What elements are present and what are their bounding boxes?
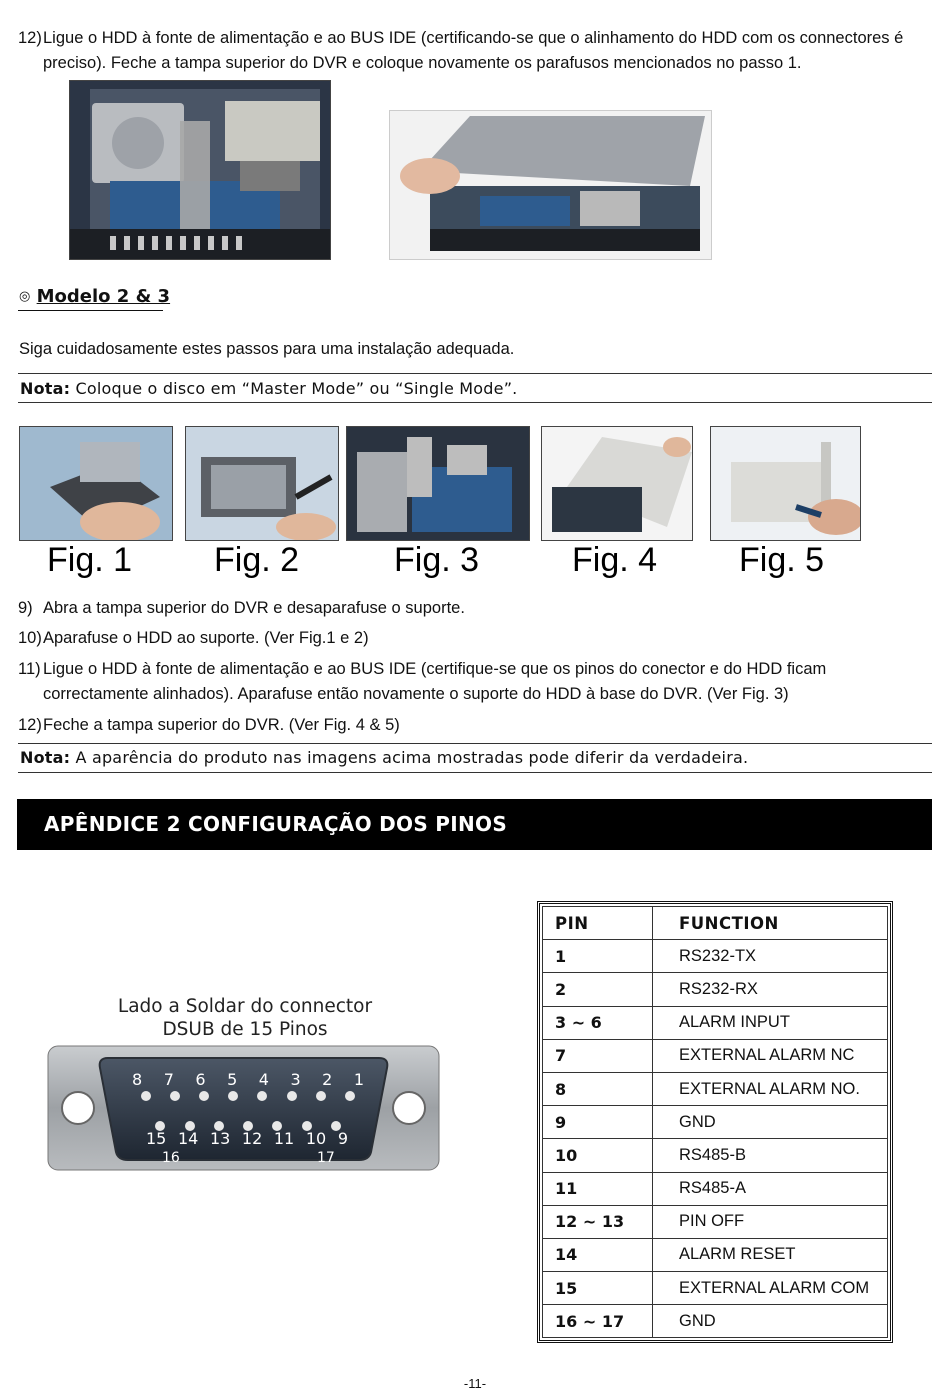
pin-label-16: 16 <box>162 1150 180 1166</box>
function-cell: EXTERNAL ALARM COM <box>653 1272 888 1305</box>
appendix-banner <box>17 799 932 850</box>
fig4-illustration <box>542 427 692 540</box>
function-cell: RS232-TX <box>653 940 888 973</box>
function-cell: ALARM INPUT <box>653 1006 888 1039</box>
step-line-2: preciso). Feche a tampa superior do DVR e coloque novamente os parafusos mencionados no passo 1. <box>43 54 802 72</box>
step-number: 10) <box>18 629 42 647</box>
pin-cell: 1 <box>543 940 653 973</box>
section-heading <box>19 286 170 307</box>
appendix-title: APÊNDICE 2 CONFIGURAÇÃO DOS PINOS <box>44 812 508 836</box>
section-underline <box>18 310 163 311</box>
table-row <box>543 1172 888 1205</box>
step-line-1: Ligue o HDD à fonte de alimentação e ao BUS IDE (certifique-se que os pinos do conector e do HDD ficam <box>43 660 827 678</box>
connector-caption-line1: Lado a Soldar do connector <box>117 996 373 1017</box>
step-top <box>18 26 938 76</box>
note1-text: Coloque o disco em “Master Mode” ou “Single Mode”. <box>70 379 518 398</box>
fig5-illustration <box>711 427 860 540</box>
note1-bottom-rule <box>18 402 932 403</box>
step-line-1: Abra a tampa superior do DVR e desaparafuse o suporte. <box>43 599 465 617</box>
pin-cell: 15 <box>543 1272 653 1305</box>
dvr-open-illustration <box>70 81 330 259</box>
step-line-1: Ligue o HDD à fonte de alimentação e ao BUS IDE (certificando-se que o alinhamento do HDD com os connectores é <box>43 29 904 47</box>
table-row <box>543 1272 888 1305</box>
pin-label: 5 <box>227 1070 238 1089</box>
step-number: 12) <box>18 716 42 734</box>
connector-caption <box>60 995 430 1041</box>
page-number: -11- <box>463 1376 487 1391</box>
function-cell: EXTERNAL ALARM NC <box>653 1039 888 1072</box>
table-row <box>543 1072 888 1105</box>
fig1-photo <box>19 426 173 541</box>
note1-top-rule <box>18 373 932 374</box>
step-line-1: Aparafuse o HDD ao suporte. (Ver Fig.1 e 2) <box>43 629 369 647</box>
note2 <box>20 748 748 767</box>
pin-cell: 10 <box>543 1139 653 1172</box>
pin-label: 12 <box>241 1129 263 1148</box>
step-11 <box>18 657 938 707</box>
function-cell: EXTERNAL ALARM NO. <box>653 1072 888 1105</box>
pin-label-17: 17 <box>317 1150 335 1166</box>
pin-label: 11 <box>273 1129 295 1148</box>
dvr-open-photo <box>69 80 331 260</box>
table-row <box>543 1205 888 1238</box>
table-row <box>543 973 888 1006</box>
fig1-illustration <box>20 427 172 540</box>
pin-label: 1 <box>353 1070 364 1089</box>
pin-label: 3 <box>290 1070 301 1089</box>
pin-table <box>542 906 888 1338</box>
pin-cell: 2 <box>543 973 653 1006</box>
table-row <box>543 1106 888 1139</box>
pin-cell: 11 <box>543 1172 653 1205</box>
function-cell: RS485-A <box>653 1172 888 1205</box>
table-row <box>543 1305 888 1338</box>
dvr-close-lid-photo <box>389 110 712 260</box>
dsub-top-pin-labels <box>132 1070 364 1089</box>
fig5-label: Fig. 5 <box>739 541 825 579</box>
note2-top-rule <box>18 743 932 744</box>
pin-cell: 14 <box>543 1238 653 1271</box>
note1 <box>20 379 517 398</box>
note2-label: Nota: <box>20 748 71 767</box>
pin-cell: 8 <box>543 1072 653 1105</box>
step-10 <box>18 626 938 651</box>
fig4-label: Fig. 4 <box>572 541 658 579</box>
step-number: 12) <box>18 29 42 47</box>
function-cell: GND <box>653 1106 888 1139</box>
section-intro: Siga cuidadosamente estes passos para uma instalação adequada. <box>19 340 515 358</box>
table-row <box>543 1238 888 1271</box>
table-row <box>543 1139 888 1172</box>
pin-cell: 9 <box>543 1106 653 1139</box>
function-cell: RS232-RX <box>653 973 888 1006</box>
pin-cell: 7 <box>543 1039 653 1072</box>
dsub-connector <box>46 1044 441 1172</box>
pin-cell: 12 ~ 13 <box>543 1205 653 1238</box>
dsub-connector-shape <box>46 1044 441 1172</box>
bullet-icon: ◎ <box>19 289 31 304</box>
step-line-1: Feche a tampa superior do DVR. (Ver Fig. 4 & 5) <box>43 716 400 734</box>
step-9 <box>18 596 938 621</box>
function-cell: PIN OFF <box>653 1205 888 1238</box>
function-cell: RS485-B <box>653 1139 888 1172</box>
header-function: FUNCTION <box>653 907 888 940</box>
fig3-illustration <box>347 427 529 540</box>
fig5-photo <box>710 426 861 541</box>
fig3-photo <box>346 426 530 541</box>
table-row <box>543 1039 888 1072</box>
pin-label: 15 <box>146 1129 167 1148</box>
function-cell: GND <box>653 1305 888 1338</box>
pin-cell: 3 ~ 6 <box>543 1006 653 1039</box>
pin-label: 4 <box>258 1070 269 1089</box>
fig4-photo <box>541 426 693 541</box>
table-row <box>543 1006 888 1039</box>
pin-table-header <box>543 907 888 940</box>
note1-label: Nota: <box>20 379 71 398</box>
fig1-label: Fig. 1 <box>47 541 133 579</box>
step-number: 11) <box>18 660 41 678</box>
function-cell: ALARM RESET <box>653 1238 888 1271</box>
section-title: Modelo 2 & 3 <box>36 286 171 307</box>
pin-label: 2 <box>322 1070 333 1089</box>
note2-text: A aparência do produto nas imagens acima mostradas pode diferir da verdadeira. <box>70 748 749 767</box>
fig2-label: Fig. 2 <box>214 541 300 579</box>
note2-bottom-rule <box>18 772 932 773</box>
pin-label: 10 <box>305 1129 327 1148</box>
table-row <box>543 940 888 973</box>
pin-table-frame <box>537 901 893 1343</box>
pin-label: 6 <box>195 1070 206 1089</box>
pin-label: 13 <box>209 1129 231 1148</box>
dvr-lid-illustration <box>390 111 711 259</box>
step-number: 9) <box>18 599 33 617</box>
pin-label: 9 <box>337 1129 348 1148</box>
fig3-label: Fig. 3 <box>394 541 480 579</box>
header-pin: PIN <box>543 907 653 940</box>
pin-label: 14 <box>177 1129 199 1148</box>
pin-label: 8 <box>132 1070 143 1089</box>
dsub-bottom-pin-labels <box>146 1129 348 1148</box>
pin-label: 7 <box>163 1070 174 1089</box>
connector-caption-line2: DSUB de 15 Pinos <box>162 1019 328 1040</box>
pin-cell: 16 ~ 17 <box>543 1305 653 1338</box>
fig2-illustration <box>186 427 338 540</box>
step-line-2: correctamente alinhados). Aparafuse então novamente o suporte do HDD à base do DVR. (Ver Fig. 3) <box>43 685 789 703</box>
fig2-photo <box>185 426 339 541</box>
step-12 <box>18 713 938 738</box>
